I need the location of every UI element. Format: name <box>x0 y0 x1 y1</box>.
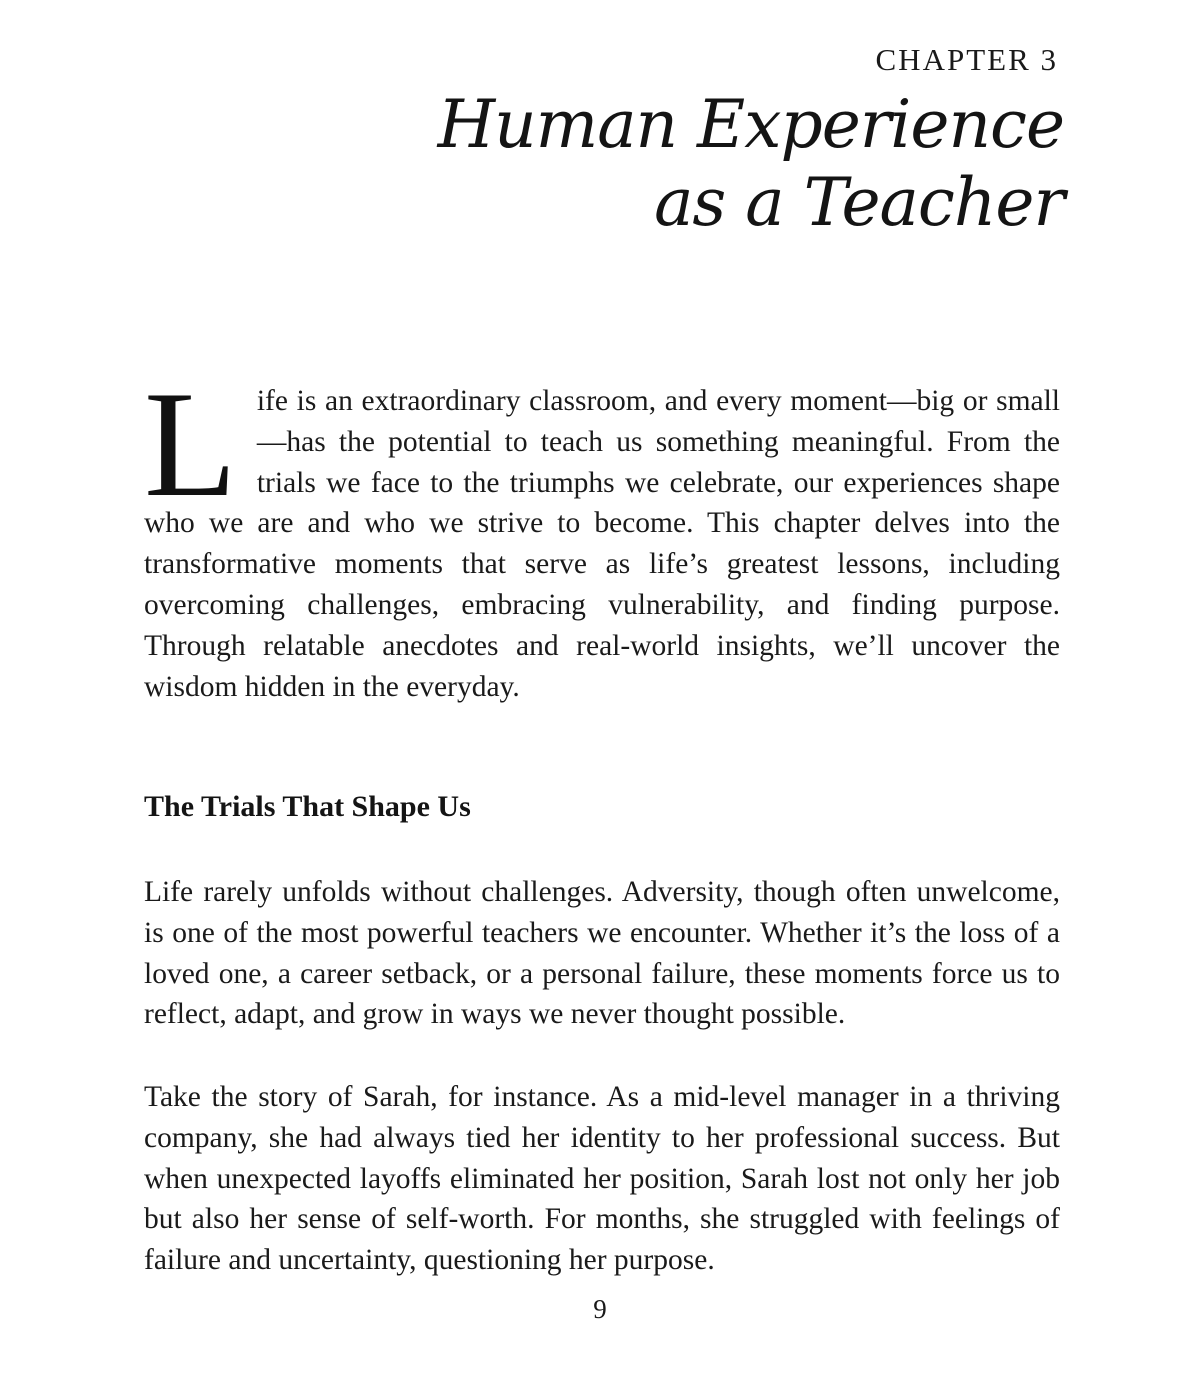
chapter-title: Human Experience as a Teacher <box>437 86 1064 241</box>
page-number: 9 <box>593 1294 607 1324</box>
drop-cap: L <box>144 360 237 528</box>
section-paragraph: Take the story of Sarah, for instance. As a mid-level manager in a thriving company, she had always tied her identity to her professional success. But when unexpected layoffs eliminated her position, Sarah lost not only her job but also her sense of self-worth. For months, she struggled with feelings of failure and uncertainty, questioning her purpose. <box>144 1081 1060 1277</box>
intro-text: ife is an extraordinary classroom, and every moment—big or small—has the potential to teach us something meaningful. From the trials we face to the triumphs we celebrate, our experiences shape who we are and who we strive to become. This chapter delves into the transformative moments that serve as life’s greatest lessons, including overcoming challenges, embracing vulnerability, and finding purpose. Through relatable anecdotes and real-world insights, we’ll uncover the wisdom hidden in the everyday. <box>144 385 1060 703</box>
section-heading: The Trials That Shape Us <box>144 790 471 823</box>
intro-paragraph <box>144 360 1060 707</box>
chapter-label: CHAPTER 3 <box>875 42 1058 77</box>
section-paragraph: Life rarely unfolds without challenges. Adversity, though often unwelcome, is one of the most powerful teachers we encounter. Whether it’s the loss of a loved one, a career setback, or a personal failure, these moments force us to reflect, adapt, and grow in ways we never thought possible. <box>144 876 1060 1031</box>
